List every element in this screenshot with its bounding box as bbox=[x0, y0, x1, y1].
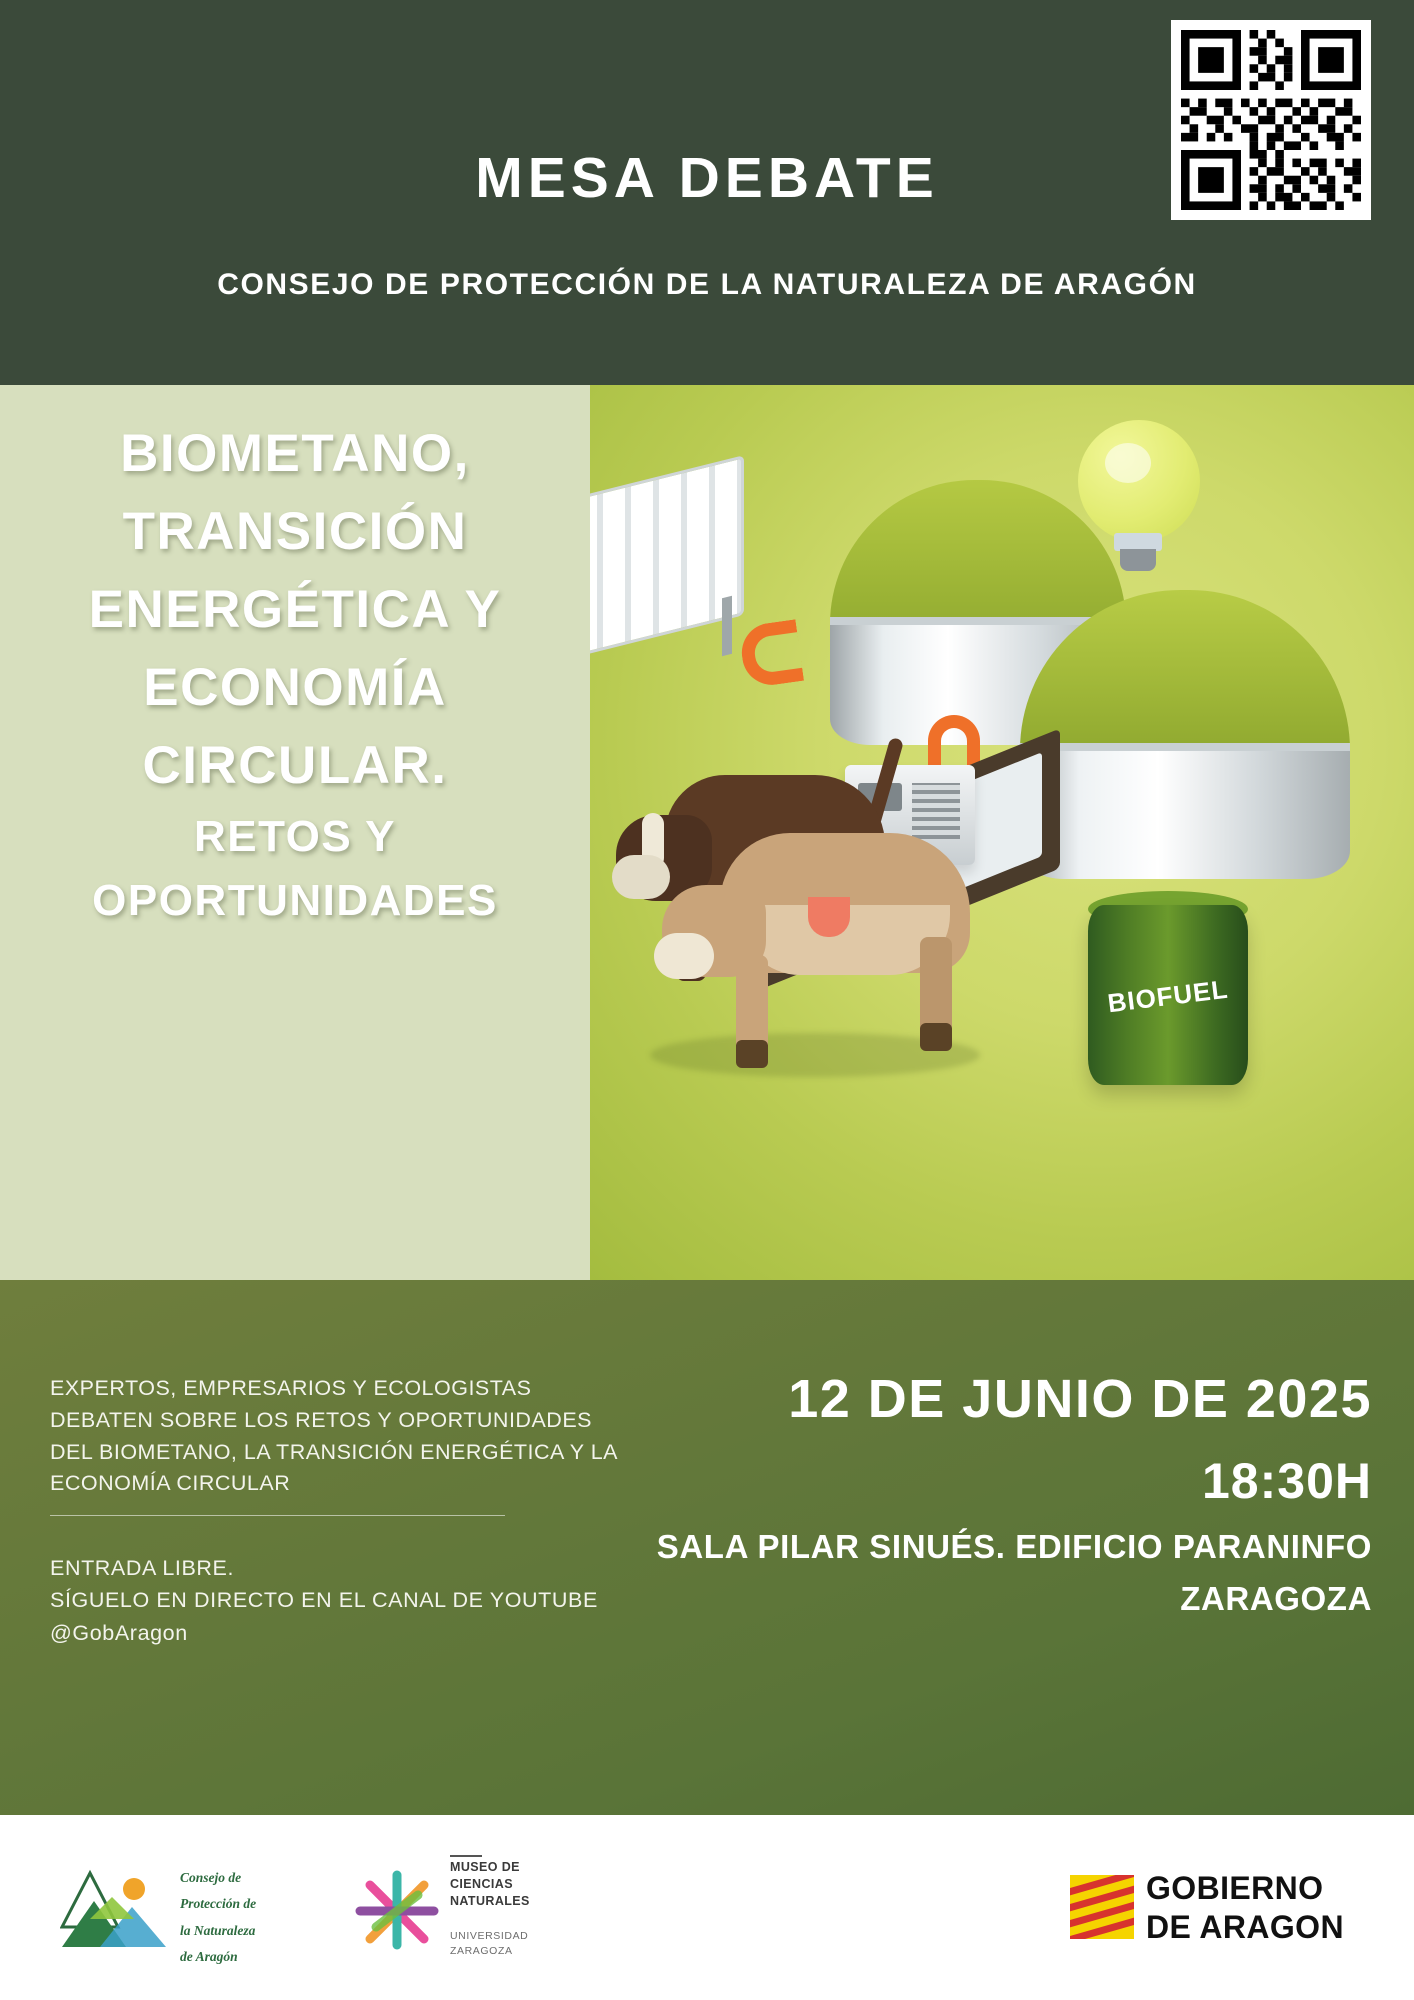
event-title-line-4: ECONOMÍA bbox=[143, 657, 447, 717]
details-band bbox=[0, 1280, 1414, 1815]
logo-gobierno-text bbox=[1146, 1869, 1344, 1947]
museo-line-2: CIENCIAS bbox=[450, 1876, 513, 1891]
lightbulb-base bbox=[1120, 549, 1156, 571]
main-band bbox=[0, 385, 1414, 1280]
lightbulb-highlight bbox=[1105, 443, 1151, 483]
event-title bbox=[50, 415, 540, 934]
cpn-line-3: la Naturaleza bbox=[180, 1922, 256, 1938]
logo-consejo-text bbox=[180, 1865, 360, 1970]
qr-code[interactable] bbox=[1171, 20, 1371, 220]
logo-consejo-proteccion-naturaleza bbox=[60, 1859, 360, 1964]
cpn-line-4: de Aragón bbox=[180, 1948, 238, 1964]
cpn-line-1: Consejo de bbox=[180, 1870, 242, 1885]
museo-uni-line-1: UNIVERSIDAD bbox=[450, 1930, 529, 1942]
generator-vents bbox=[912, 783, 960, 839]
logo-museo-text bbox=[450, 1859, 530, 1910]
logo-museo-university bbox=[450, 1929, 528, 1959]
museo-line-3: NATURALES bbox=[450, 1893, 530, 1908]
access-handle: @GobAragon bbox=[50, 1620, 188, 1645]
illustration-panel bbox=[590, 385, 1414, 1280]
event-title-line-1: BIOMETANO, bbox=[120, 424, 470, 483]
divider bbox=[50, 1515, 505, 1516]
cow-light-hoof-front bbox=[736, 1040, 768, 1068]
cow-dark-snout bbox=[612, 855, 670, 899]
museo-rule bbox=[450, 1855, 482, 1857]
aragon-flag-icon bbox=[1070, 1875, 1134, 1939]
lightbulb-icon bbox=[1078, 420, 1200, 542]
footer-band bbox=[0, 1815, 1414, 2000]
mountains-icon bbox=[60, 1867, 170, 1951]
biofuel-barrel-label: BIOFUEL bbox=[1106, 973, 1230, 1019]
logo-museo-ciencias-naturales bbox=[352, 1855, 582, 1965]
biogas-illustration bbox=[590, 385, 1414, 1280]
biodigester-tank-two-body bbox=[1020, 751, 1350, 879]
event-description: EXPERTOS, EMPRESARIOS Y ECOLOGISTAS DEBATEN SOBRE LOS RETOS Y OPORTUNIDADES DEL BIOMETANO, LA TRANSICIÓN ENERGÉTICA Y LA ECONOMÍA CIRCULAR bbox=[50, 1376, 617, 1496]
museo-line-1: MUSEO DE bbox=[450, 1860, 520, 1874]
cow-light-hoof-rear bbox=[920, 1023, 952, 1051]
access-info bbox=[50, 1552, 650, 1649]
cpn-line-2: Protección de bbox=[180, 1896, 257, 1912]
event-title-line-5: CIRCULAR. bbox=[142, 735, 448, 795]
access-line-2: SÍGUELO EN DIRECTO EN EL CANAL DE YOUTUBE bbox=[50, 1588, 598, 1613]
museo-cross-icon bbox=[352, 1869, 442, 1951]
pipe-icon-left bbox=[738, 619, 804, 688]
event-title-line-6: RETOS Y bbox=[193, 811, 397, 861]
museo-uni-line-2: ZARAGOZA bbox=[450, 1945, 513, 1958]
event-title-line-2: TRANSICIÓN bbox=[122, 501, 468, 561]
cow-light-snout bbox=[654, 933, 714, 979]
event-time: 18:30H bbox=[1202, 1453, 1372, 1509]
title-panel bbox=[0, 385, 590, 1280]
event-date: 12 DE JUNIO DE 2025 bbox=[788, 1369, 1372, 1429]
radiator-icon bbox=[590, 455, 744, 665]
cow-udder bbox=[808, 897, 850, 937]
access-line-1: ENTRADA LIBRE. bbox=[50, 1556, 235, 1580]
event-title-line-7: OPORTUNIDADES bbox=[92, 876, 498, 926]
header-band bbox=[0, 0, 1414, 385]
event-venue: SALA PILAR SINUÉS. EDIFICIO PARANINFO bbox=[656, 1528, 1372, 1565]
gob-line-1: GOBIERNO bbox=[1146, 1870, 1324, 1906]
radiator-leg-right bbox=[722, 596, 732, 656]
page-title: MESA DEBATE bbox=[475, 146, 939, 210]
logo-gobierno-de-aragon bbox=[1070, 1863, 1370, 1953]
qr-code-icon bbox=[1181, 30, 1361, 210]
event-title-line-3: ENERGÉTICA Y bbox=[88, 579, 502, 639]
header-subtitle: CONSEJO DE PROTECCIÓN DE LA NATURALEZA DE ARAGÓN bbox=[217, 268, 1197, 301]
gob-line-2: DE ARAGON bbox=[1146, 1909, 1344, 1946]
event-city: ZARAGOZA bbox=[1180, 1580, 1372, 1617]
